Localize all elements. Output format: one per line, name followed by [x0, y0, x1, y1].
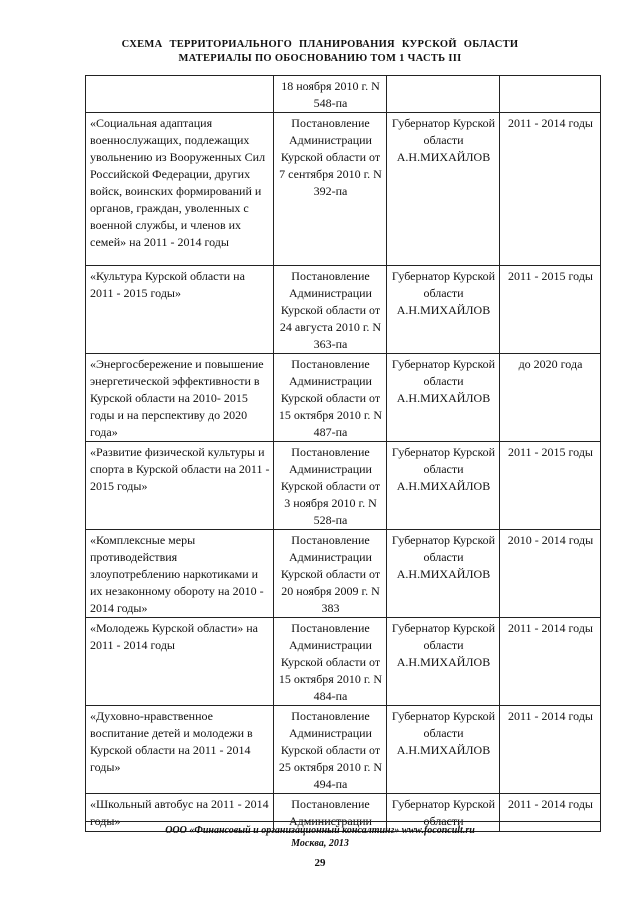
cell-responsible: [387, 442, 500, 530]
cell-period: 2011 - 2015 годы: [500, 266, 601, 354]
cell-period: 2010 - 2014 годы: [500, 530, 601, 618]
responsible-name: А.Н.МИХАЙЛОВ: [396, 391, 491, 405]
responsible-title: Губернатор Курской области: [391, 445, 496, 476]
footer-divider: [85, 821, 600, 822]
responsible-title: Губернатор Курской области: [391, 709, 496, 740]
responsible-title: Губернатор Курской области: [391, 269, 496, 300]
cell-document: 18 ноября 2010 г. N 548-па: [274, 76, 387, 113]
responsible-title: Губернатор Курской области: [391, 357, 496, 388]
cell-period: до 2020 года: [500, 354, 601, 442]
responsible-name: А.Н.МИХАЙЛОВ: [396, 150, 491, 164]
responsible-name: А.Н.МИХАЙЛОВ: [396, 655, 491, 669]
table-row: [86, 618, 601, 706]
cell-responsible: [387, 113, 500, 266]
cell-name: «Школьный автобус на 2011 - 2014 годы»: [86, 794, 274, 832]
page-header: [0, 38, 640, 66]
cell-period: 2011 - 2014 годы: [500, 794, 601, 832]
footer-city-year: Москва, 2013: [291, 838, 349, 849]
programs-table: [85, 75, 601, 832]
cell-name: [86, 76, 274, 113]
table-row: [86, 113, 601, 266]
cell-document: Постановление Администрации Курской области от 3 ноября 2010 г. N 528-па: [274, 442, 387, 530]
cell-document: Постановление Администрации: [274, 794, 387, 832]
table-row: [86, 354, 601, 442]
cell-name: «Духовно-нравственное воспитание детей и молодежи в Курской области на 2011 - 2014 годы»: [86, 706, 274, 794]
responsible-title: Губернатор Курской области: [391, 533, 496, 564]
responsible-name: А.Н.МИХАЙЛОВ: [396, 303, 491, 317]
cell-name: «Энергосбережение и повышение энергетической эффективности в Курской области на 2010- 2015 годы и на перспективу до 2020 года»: [86, 354, 274, 442]
header-title: СХЕМА ТЕРРИТОРИАЛЬНОГО ПЛАНИРОВАНИЯ КУРСКОЙ ОБЛАСТИ: [121, 39, 519, 50]
cell-name: «Социальная адаптация военнослужащих, подлежащих увольнению из Вооруженных Сил Российской Федерации, других войск, воинских формирований и органов, граждан, уволенных с военной службы, и членов их семей» на 2011 - 2014 годы: [86, 113, 274, 266]
table-row: [86, 530, 601, 618]
page-footer: [0, 824, 640, 850]
cell-period: 2011 - 2014 годы: [500, 618, 601, 706]
cell-responsible: [387, 354, 500, 442]
cell-document: Постановление Администрации Курской области от 24 августа 2010 г. N 363-па: [274, 266, 387, 354]
cell-document: Постановление Администрации Курской области от 15 октября 2010 г. N 484-па: [274, 618, 387, 706]
cell-name: «Молодежь Курской области» на 2011 - 2014 годы: [86, 618, 274, 706]
cell-period: 2011 - 2014 годы: [500, 113, 601, 266]
footer-company: ООО «Финансовый и организационный консалтинг» www.foconcult.ru: [165, 825, 475, 836]
cell-name: «Культура Курской области на 2011 - 2015 годы»: [86, 266, 274, 354]
cell-document: Постановление Администрации Курской области от 20 ноября 2009 г. N 383: [274, 530, 387, 618]
cell-period: 2011 - 2014 годы: [500, 706, 601, 794]
responsible-title: Губернатор Курской области: [391, 621, 496, 652]
table-row: [86, 266, 601, 354]
cell-responsible: [387, 266, 500, 354]
header-subtitle: МАТЕРИАЛЫ ПО ОБОСНОВАНИЮ ТОМ 1 ЧАСТЬ III: [178, 53, 462, 64]
cell-responsible: [387, 76, 500, 113]
page-number: 29: [314, 857, 326, 869]
cell-name: «Развитие физической культуры и спорта в Курской области на 2011 - 2015 годы»: [86, 442, 274, 530]
cell-document: Постановление Администрации Курской области от 25 октября 2010 г. N 494-па: [274, 706, 387, 794]
table-row: [86, 706, 601, 794]
responsible-title: Губернатор Курской области: [391, 797, 496, 828]
responsible-name: А.Н.МИХАЙЛОВ: [396, 567, 491, 581]
cell-period: [500, 76, 601, 113]
cell-responsible: [387, 530, 500, 618]
cell-name: «Комплексные меры противодействия злоупотреблению наркотиками и их незаконному обороту на 2010 - 2014 годы»: [86, 530, 274, 618]
responsible-title: Губернатор Курской области: [391, 116, 496, 147]
cell-responsible: [387, 618, 500, 706]
cell-document: Постановление Администрации Курской области от 15 октября 2010 г. N 487-па: [274, 354, 387, 442]
cell-responsible: [387, 706, 500, 794]
table-row-continuation: [86, 76, 601, 113]
responsible-name: А.Н.МИХАЙЛОВ: [396, 743, 491, 757]
cell-period: 2011 - 2015 годы: [500, 442, 601, 530]
responsible-name: А.Н.МИХАЙЛОВ: [396, 479, 491, 493]
table-row: [86, 442, 601, 530]
cell-document: Постановление Администрации Курской области от 7 сентября 2010 г. N 392-па: [274, 113, 387, 266]
